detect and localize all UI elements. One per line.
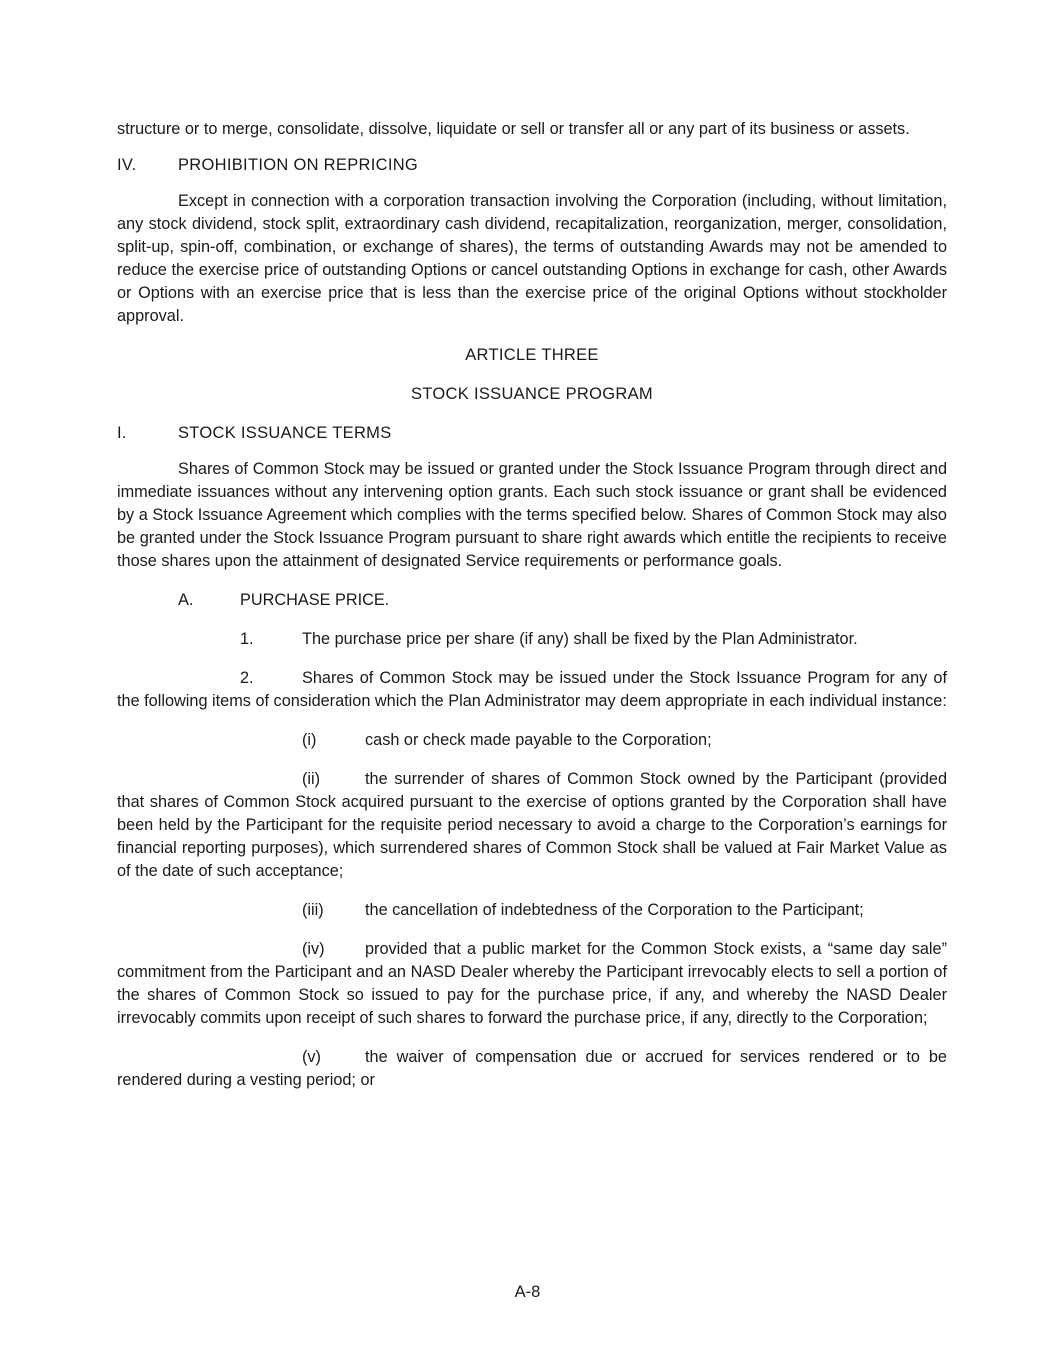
consideration-item-v xyxy=(117,1046,947,1092)
item-iii-number: (iii) xyxy=(302,901,324,919)
item-ii-text: the surrender of shares of Common Stock owned by the Participant (provided that shares of Common Stock acquired pursuant to the exercise of options granted by the Corporation shall have been held by the Participant for the requisite period necessary to avoid a charge to the Corporation’s earnings for financial reporting purposes), which surrendered shares of Common Stock shall be valued at Fair Market Value as of the date of such acceptance; xyxy=(117,770,947,880)
consideration-item-i xyxy=(117,729,947,752)
section-i-body: Shares of Common Stock may be issued or granted under the Stock Issuance Program through direct and immediate issuances without any intervening option grants. Each such stock issuance or grant shall be evidenced by a Stock Issuance Agreement which complies with the terms specified below. Shares of Common Stock may also be granted under the Stock Issuance Program pursuant to share right awards which entitle the recipients to receive those shares upon the attainment of designated Service requirements or performance goals. xyxy=(117,460,947,570)
item-ii-number: (ii) xyxy=(302,770,321,788)
item-2-text: Shares of Common Stock may be issued under the Stock Issuance Program for any of the following items of consideration which the Plan Administrator may deem appropriate in each individual instance: xyxy=(117,669,947,710)
consideration-item-iii xyxy=(117,899,947,922)
article-subtitle: STOCK ISSUANCE PROGRAM xyxy=(411,385,653,403)
section-iv-heading xyxy=(117,154,947,177)
section-iv-body: Except in connection with a corporation transaction involving the Corporation (including, without limitation, any stock dividend, stock split, extraordinary cash dividend, recapitalization, reorganization, merger, consolidation, split-up, spin-off, combination, or exchange of shares), the terms of outstanding Awards may not be amended to reduce the exercise price of outstanding Options or cancel outstanding Options in exchange for cash, other Awards or Options with an exercise price that is less than the exercise price of the original Options without stockholder approval. xyxy=(117,192,947,325)
item-v-text: the waiver of compensation due or accrued for services rendered or to be rendered during a vesting period; or xyxy=(117,1048,947,1089)
article-title: ARTICLE THREE xyxy=(465,346,599,364)
subsection-a-letter: A. xyxy=(178,591,194,609)
continuation-paragraph: structure or to merge, consolidate, dissolve, liquidate or sell or transfer all or any part of its business or assets. xyxy=(117,120,910,138)
purchase-price-item-2 xyxy=(117,667,947,713)
item-i-text: cash or check made payable to the Corporation; xyxy=(365,731,712,749)
consideration-item-ii xyxy=(117,768,947,883)
section-i-number: I. xyxy=(117,424,127,442)
item-iii-text: the cancellation of indebtedness of the Corporation to the Participant; xyxy=(365,901,864,919)
consideration-item-iv xyxy=(117,938,947,1030)
subsection-a-title: PURCHASE PRICE. xyxy=(240,591,390,609)
item-2-number: 2. xyxy=(240,669,254,687)
item-iv-number: (iv) xyxy=(302,940,325,958)
item-iv-text: provided that a public market for the Common Stock exists, a “same day sale” commitment from the Participant and an NASD Dealer whereby the Participant irrevocably elects to sell a portion of the shares of Common Stock so issued to pay for the purchase price, if any, and whereby the NASD Dealer irrevocably commits upon receipt of such shares to forward the purchase price, if any, directly to the Corporation; xyxy=(117,940,947,1027)
section-i-heading xyxy=(117,422,947,445)
section-iv-number: IV. xyxy=(117,156,137,174)
purchase-price-item-1 xyxy=(117,628,947,651)
item-1-text: The purchase price per share (if any) shall be fixed by the Plan Administrator. xyxy=(302,630,858,648)
item-1-number: 1. xyxy=(240,630,254,648)
item-i-number: (i) xyxy=(302,731,317,749)
subsection-a-heading xyxy=(117,589,947,612)
section-i-title: STOCK ISSUANCE TERMS xyxy=(178,424,392,442)
page-number: A-8 xyxy=(514,1283,541,1301)
section-iv-title: PROHIBITION ON REPRICING xyxy=(178,156,419,174)
document-page xyxy=(117,118,947,1092)
item-v-number: (v) xyxy=(302,1048,321,1066)
